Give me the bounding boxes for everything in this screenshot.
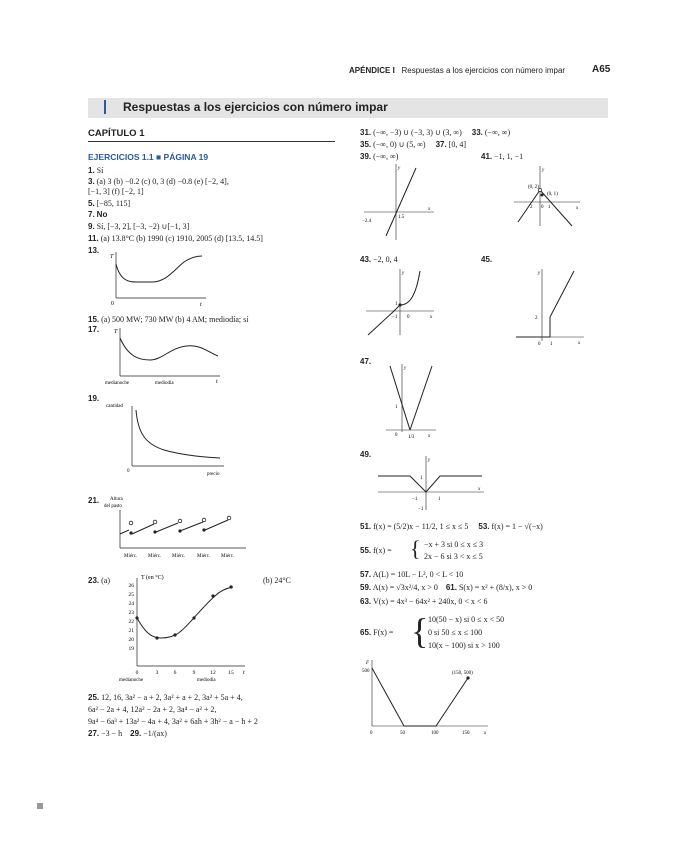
svg-text:6: 6 — [173, 670, 177, 676]
svg-text:9: 9 — [192, 670, 196, 676]
svg-text:−2.4: −2.4 — [362, 219, 372, 224]
answer-47-label: 47. — [360, 357, 372, 366]
answer-3: 3. (a) 3 (b) −0.2 (c) 0, 3 (d) −0.8 (e) [−2, 4], — [88, 177, 229, 186]
svg-text:T (en °C): T (en °C) — [141, 575, 164, 581]
section-title-bar — [88, 98, 608, 118]
svg-text:(0, 1): (0, 1) — [547, 192, 558, 197]
svg-text:t: t — [200, 302, 202, 308]
answer-25-cont1: 6a² − 2a + 4, 12a² − 2a + 2, 3a⁴ − a² + 2, — [88, 705, 217, 714]
answer-51-53: 51. f(x) = (5/2)x − 11/2, 1 ≤ x ≤ 5 53. f(x) = 1 − √(−x) — [360, 522, 543, 531]
svg-text:cantidad: cantidad — [106, 404, 123, 409]
graph-39 — [360, 160, 440, 245]
answer-31-33: 31. (−∞, −3) ∪ (−3, 3) ∪ (3, ∞) 33. (−∞, ∞) — [360, 128, 511, 137]
answer-19-label: 19. — [88, 394, 100, 403]
svg-text:y: y — [428, 458, 431, 463]
svg-text:20: 20 — [128, 637, 134, 643]
title-accent — [104, 100, 106, 114]
svg-text:x: x — [484, 731, 487, 736]
answer-17-label: 17. — [88, 325, 100, 334]
svg-text:Miérc.: Miérc. — [221, 554, 235, 559]
section-title: Respuestas a los ejercicios con número impar — [123, 100, 388, 114]
svg-text:2: 2 — [535, 316, 538, 321]
graph-43 — [362, 265, 437, 340]
answer-11: 11. (a) 13.8°C (b) 1990 (c) 1910, 2005 (d) [13.5, 14.5] — [88, 234, 263, 243]
graph-41 — [510, 162, 585, 232]
svg-text:24: 24 — [128, 601, 134, 607]
svg-text:precio: precio — [207, 472, 220, 477]
svg-text:x: x — [578, 341, 581, 345]
svg-text:15: 15 — [228, 670, 234, 676]
answer-9: 9. Sí, [−3, 2], [−3, −2) ∪[−1, 3] — [88, 222, 190, 231]
svg-text:mediodía: mediodía — [197, 678, 216, 683]
answer-55-case1: −x + 3 si 0 ≤ x ≤ 3 — [424, 540, 484, 549]
answer-39: 39. (−∞, ∞) — [360, 152, 399, 161]
svg-text:y: y — [398, 166, 401, 171]
answer-55-label: 55. f(x) = — [360, 546, 392, 555]
svg-text:x: x — [430, 315, 433, 320]
svg-text:medianoche: medianoche — [119, 678, 144, 683]
svg-text:y: y — [542, 168, 545, 173]
svg-text:0: 0 — [395, 433, 398, 438]
svg-text:23: 23 — [128, 610, 134, 616]
answer-65-case2: 0 si 50 ≤ x ≤ 100 — [428, 628, 483, 637]
answer-21-label: 21. — [88, 496, 100, 505]
svg-text:12: 12 — [210, 670, 216, 676]
brace: { — [411, 611, 429, 651]
svg-text:3: 3 — [155, 670, 159, 676]
svg-text:del pasto: del pasto — [104, 504, 122, 509]
svg-text:mediodía: mediodía — [155, 381, 174, 386]
svg-text:x: x — [428, 434, 431, 439]
appendix-label: APÉNDICE I — [349, 66, 395, 75]
chapter-heading: CAPÍTULO 1 — [88, 128, 145, 139]
svg-text:y: y — [538, 271, 541, 276]
svg-text:0: 0 — [370, 731, 373, 736]
svg-text:T: T — [110, 254, 114, 260]
answer-55-case2: 2x − 6 si 3 < x ≤ 5 — [424, 552, 483, 561]
graph-21 — [100, 490, 250, 565]
svg-text:22: 22 — [128, 619, 134, 625]
answer-25-cont2: 9a⁴ − 6a³ + 13a² − 4a + 4, 3a² + 6ah + 3h² − a − h + 2 — [88, 717, 258, 726]
svg-text:−1: −1 — [392, 315, 398, 320]
answer-3-cont: [−1, 3] (f) [−2, 1] — [88, 187, 144, 196]
svg-text:−1: −1 — [418, 507, 424, 512]
answer-57: 57. A(L) = 10L − L², 0 < L < 10 — [360, 570, 464, 579]
svg-text:t: t — [243, 670, 245, 676]
exercise-heading: EJERCICIOS 1.1 ■ PÁGINA 19 — [88, 152, 209, 162]
svg-text:2: 2 — [530, 205, 533, 210]
svg-text:1: 1 — [395, 302, 398, 307]
answer-63: 63. V(x) = 4x³ − 64x² + 240x, 0 < x < 6 — [360, 597, 488, 606]
svg-text:1: 1 — [438, 497, 441, 502]
answer-65-case1: 10(50 − x) si 0 ≤ x < 50 — [428, 615, 505, 624]
answer-45-label: 45. — [481, 255, 493, 264]
svg-text:Altura: Altura — [110, 497, 123, 502]
svg-text:1: 1 — [420, 476, 423, 481]
brace: { — [410, 536, 421, 561]
answer-59-61: 59. A(x) = √3x²/4, x > 0 61. S(x) = x² + (8/x), x > 0 — [360, 583, 533, 592]
svg-text:0: 0 — [407, 315, 410, 320]
answer-23-label: 23. (a) — [88, 576, 111, 585]
svg-text:Miérc.: Miérc. — [124, 554, 138, 559]
svg-text:1: 1 — [395, 405, 398, 410]
svg-text:1.5: 1.5 — [398, 215, 405, 220]
svg-text:Miérc.: Miérc. — [172, 554, 186, 559]
svg-text:Miérc.: Miérc. — [148, 554, 162, 559]
svg-text:500: 500 — [362, 669, 370, 674]
answer-25: 25. 12, 16, 3a² − a + 2, 3a² + a + 2, 3a² + 5a + 4, — [88, 693, 243, 702]
graph-45 — [512, 265, 587, 345]
page-number: A65 — [592, 64, 611, 75]
svg-text:1: 1 — [548, 205, 551, 210]
svg-text:F: F — [366, 661, 370, 666]
answer-13-label: 13. — [88, 246, 100, 255]
svg-text:0: 0 — [541, 205, 544, 210]
answer-7: 7. No — [88, 210, 108, 219]
svg-text:50: 50 — [400, 731, 405, 736]
svg-text:0: 0 — [538, 342, 541, 345]
answer-23b: (b) 24°C — [263, 576, 291, 585]
svg-text:x: x — [576, 206, 579, 211]
answer-15: 15. (a) 500 MW; 730 MW (b) 4 AM; mediodía; sí — [88, 315, 249, 324]
svg-text:y: y — [402, 271, 405, 276]
graph-17 — [100, 326, 225, 388]
graph-47 — [380, 360, 440, 440]
graph-23 — [105, 570, 255, 685]
svg-text:21: 21 — [128, 628, 134, 634]
svg-text:0: 0 — [111, 301, 114, 307]
header-title: Respuestas a los ejercicios con número impar — [401, 66, 566, 75]
svg-text:1: 1 — [550, 342, 553, 345]
footer-marker — [37, 803, 43, 809]
svg-text:26: 26 — [128, 583, 134, 589]
answer-1: 1. Sí — [88, 166, 104, 175]
answer-65-case3: 10(x − 100) si x > 100 — [428, 641, 500, 650]
svg-text:−1: −1 — [412, 497, 418, 502]
graph-65 — [360, 656, 500, 741]
answer-43: 43. −2, 0, 4 — [360, 255, 398, 264]
graph-49 — [374, 452, 489, 514]
answer-35-37: 35. (−∞, 0) ∪ (5, ∞) 37. [0, 4] — [360, 140, 467, 149]
svg-text:x: x — [478, 487, 481, 492]
svg-text:100: 100 — [431, 731, 439, 736]
svg-text:150: 150 — [462, 731, 470, 736]
svg-text:t: t — [216, 379, 218, 385]
svg-text:medianoche: medianoche — [105, 381, 130, 386]
answer-41: 41. −1, 1, −1 — [481, 152, 524, 161]
answer-27-29: 27. −3 − h 29. −1/(ax) — [88, 729, 167, 738]
svg-text:Miérc.: Miérc. — [197, 554, 211, 559]
graph-19 — [104, 398, 229, 478]
answer-5: 5. [−85, 115] — [88, 199, 131, 208]
svg-text:0: 0 — [135, 670, 139, 676]
running-header — [349, 66, 565, 75]
graph-13 — [108, 250, 208, 310]
svg-text:1/3: 1/3 — [408, 435, 415, 440]
svg-text:19: 19 — [128, 646, 134, 652]
svg-text:T: T — [114, 329, 118, 335]
svg-text:25: 25 — [128, 592, 134, 598]
svg-text:x: x — [428, 207, 431, 212]
answer-49-label: 49. — [360, 450, 372, 459]
answer-65-label: 65. F(x) = — [360, 628, 394, 637]
svg-text:0: 0 — [127, 469, 130, 474]
svg-text:y: y — [404, 366, 407, 371]
divider — [88, 141, 335, 142]
svg-text:(150, 500): (150, 500) — [452, 671, 473, 676]
svg-text:(0, 2): (0, 2) — [528, 185, 539, 190]
